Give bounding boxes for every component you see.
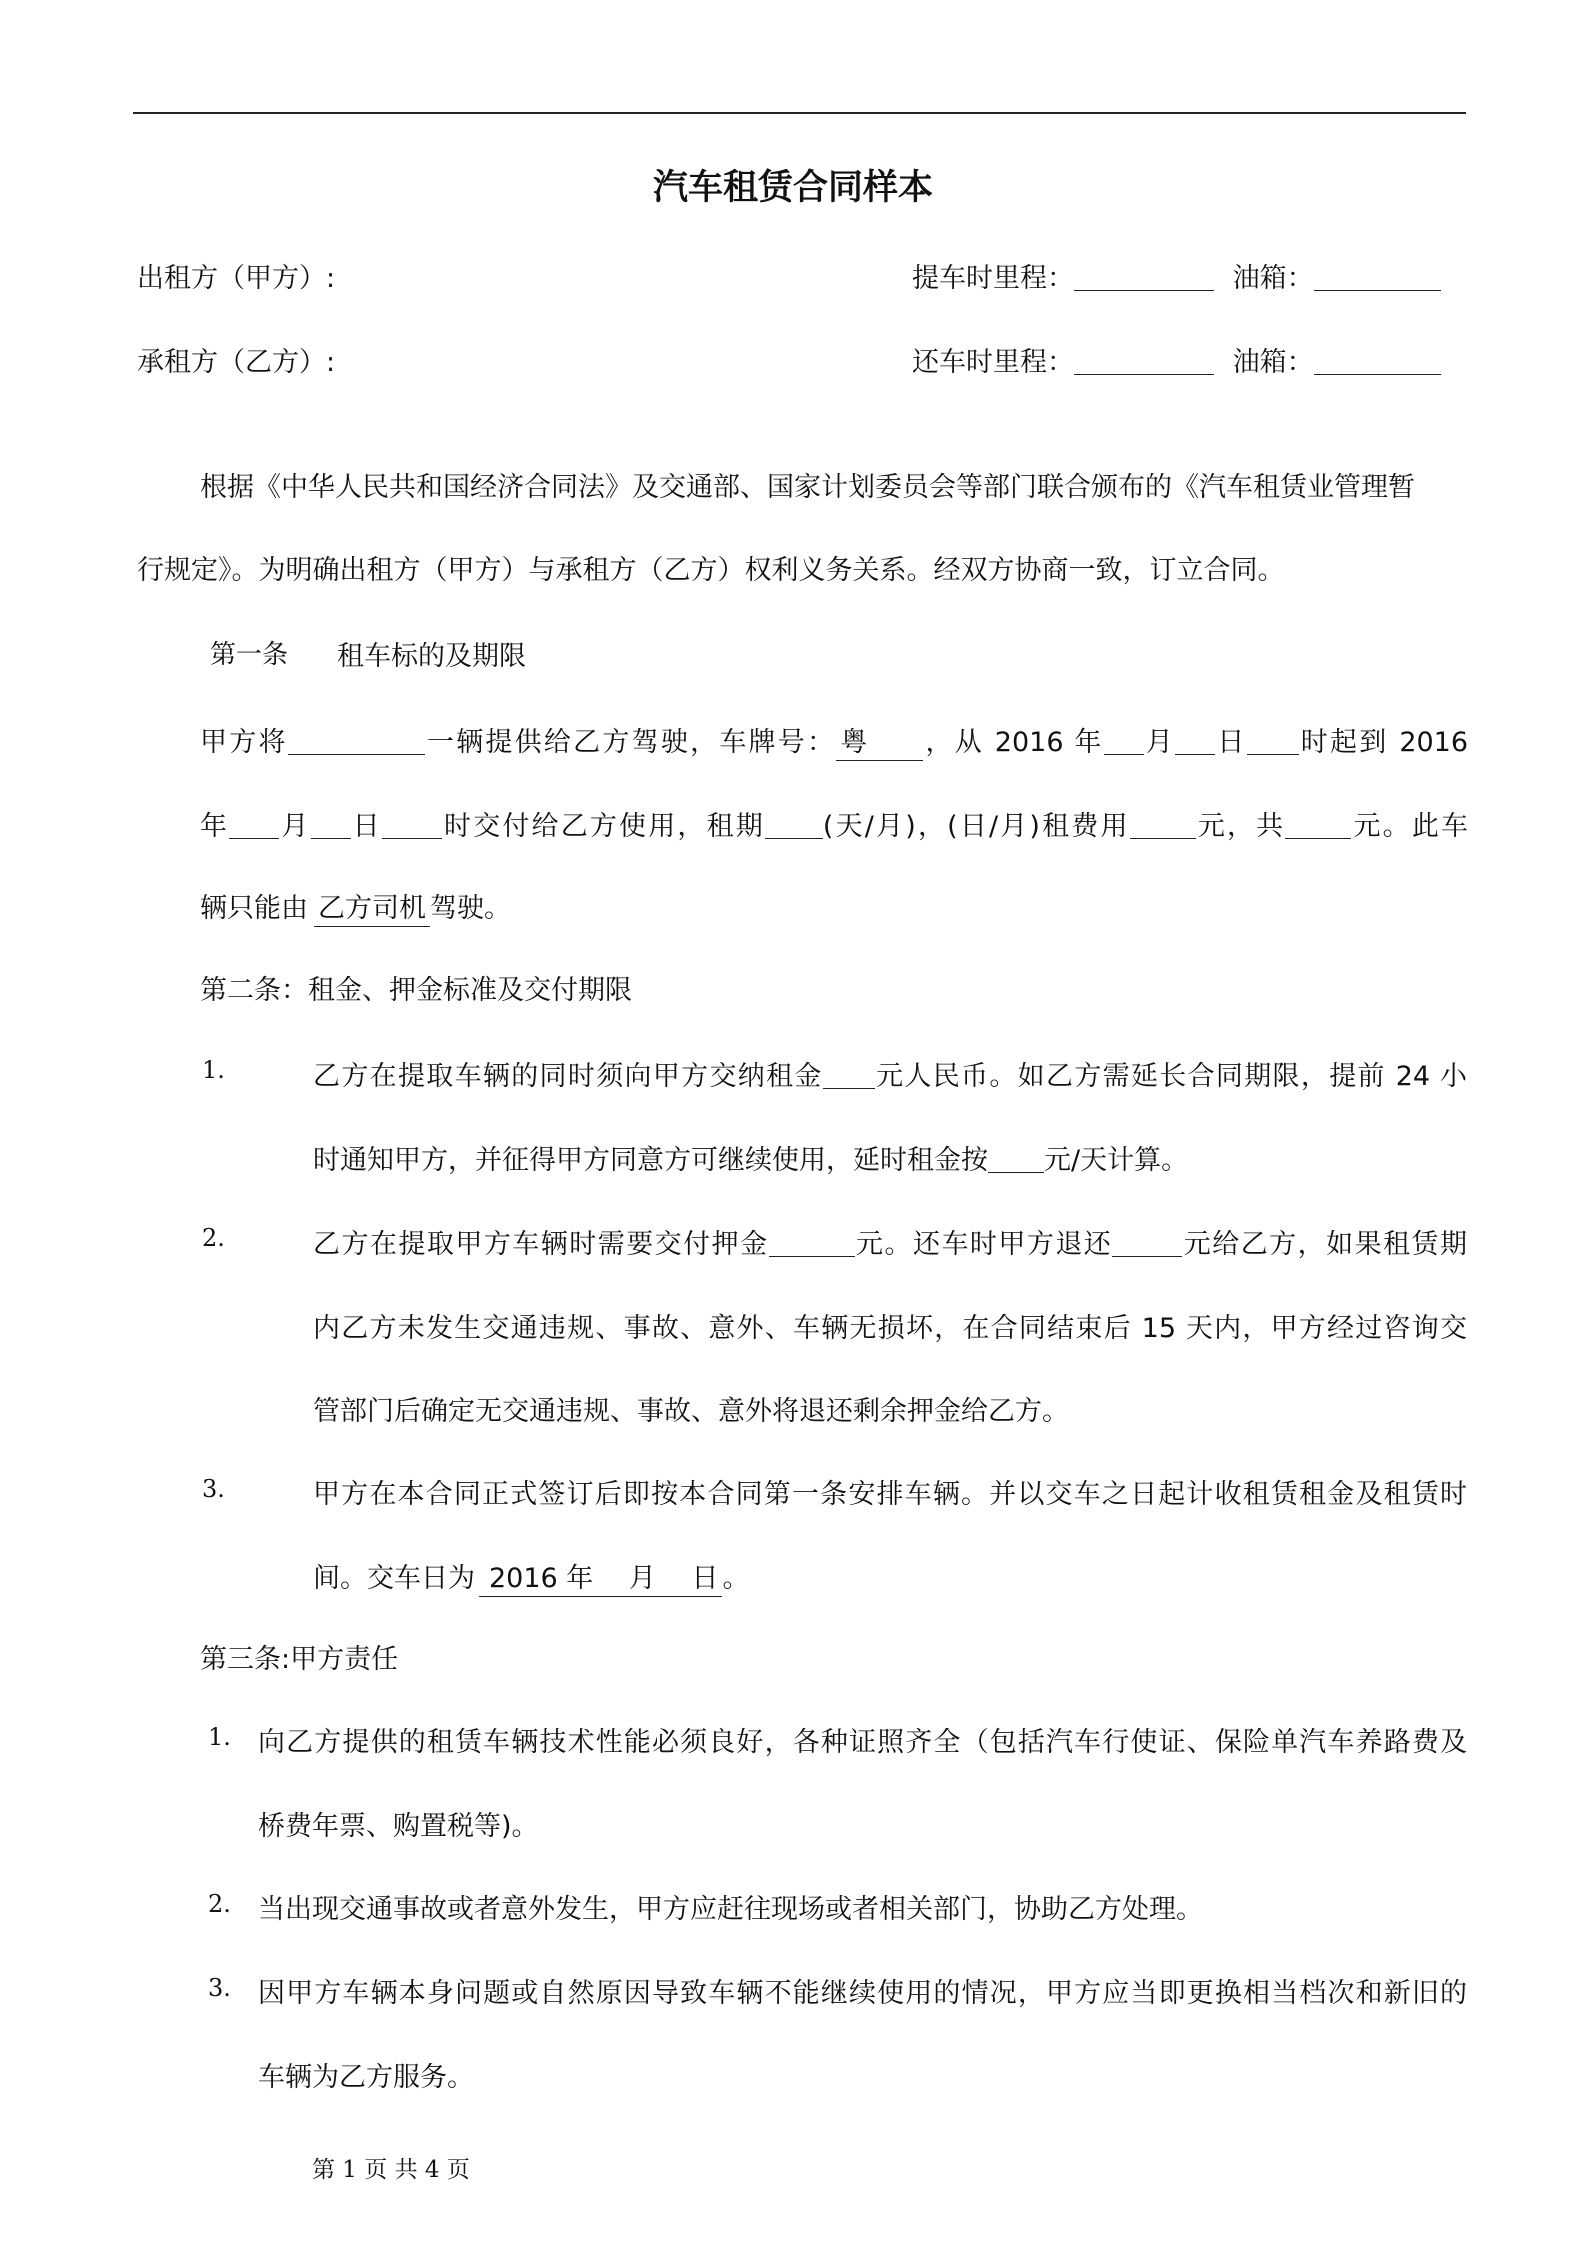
rental-fee-blank[interactable]	[1130, 810, 1196, 839]
lessor-label: 出租方（甲方）:	[137, 263, 336, 294]
article-2-item-1-line-1: 乙方在提取车辆的同时须向甲方交纳租金 元人民币。如乙方需延长合同期限，提前 24 小	[313, 1061, 1468, 1092]
article-3-heading: 第三条:甲方责任	[200, 1644, 399, 1675]
document-title: 汽车租赁合同样本	[652, 168, 933, 208]
article-2-item-2-line-2: 内乙方未发生交通违规、事故、意外、车辆无损坏，在合同结束后 15 天内，甲方经过咨询交	[313, 1313, 1467, 1344]
article-2-item-3-line-2: 间。交车日为 2016 年 月 日 。	[313, 1556, 749, 1597]
pickup-fuel-label: 油箱：	[1232, 263, 1314, 294]
article-2-item-2-line-1: 乙方在提取甲方车辆时需要交付押金 元。还车时甲方退还 元给乙方，如果租赁期	[313, 1229, 1468, 1260]
return-fuel-blank[interactable]	[1314, 346, 1441, 375]
article-3-item-1-line-1: 向乙方提供的租赁车辆技术性能必须良好，各种证照齐全（包括汽车行使证、保险单汽车养路费及	[258, 1727, 1467, 1758]
total-fee-blank[interactable]	[1285, 810, 1351, 839]
article-1-line-1: 甲方将 一辆提供给乙方驾驶，车牌号： 粤 ，从 2016 年 月 日 时起到 2016	[200, 720, 1468, 761]
refund-blank[interactable]	[1112, 1228, 1182, 1257]
start-hour-blank[interactable]	[1247, 726, 1299, 755]
plate-number-field[interactable]: 粤	[836, 726, 923, 761]
header-rule	[133, 112, 1466, 114]
vehicle-blank[interactable]	[288, 726, 425, 755]
article-1-number: 第一条	[210, 640, 289, 670]
article-2-item-3-number: 3.	[202, 1475, 225, 1503]
article-2-item-2-number: 2.	[202, 1224, 225, 1252]
rent-amount-blank[interactable]	[823, 1060, 875, 1089]
article-3-item-2-line-1: 当出现交通事故或者意外发生，甲方应赶往现场或者相关部门，协助乙方处理。	[258, 1894, 1203, 1925]
return-mileage-blank[interactable]	[1074, 346, 1214, 375]
article-3-item-1-number: 1.	[208, 1723, 231, 1751]
driver-field[interactable]: 乙方司机	[314, 892, 430, 927]
end-day-blank[interactable]	[311, 810, 351, 839]
overtime-rent-blank[interactable]	[988, 1144, 1044, 1173]
rental-term-blank[interactable]	[765, 810, 823, 839]
preamble-line-1: 根据《中华人民共和国经济合同法》及交通部、国家计划委员会等部门联合颁布的《汽车租赁业管理暂	[200, 472, 1415, 503]
article-3-item-3-line-2: 车辆为乙方服务。	[258, 2062, 474, 2093]
article-3-item-1-line-2: 桥费年票、购置税等)。	[258, 1811, 539, 1842]
article-2-item-1-number: 1.	[202, 1056, 225, 1084]
start-month-blank[interactable]	[1104, 726, 1144, 755]
pickup-mileage-blank[interactable]	[1074, 262, 1214, 291]
deposit-blank[interactable]	[769, 1228, 855, 1257]
return-mileage-label: 还车时里程：	[912, 347, 1074, 378]
start-day-blank[interactable]	[1175, 726, 1215, 755]
article-2-item-2-line-3: 管部门后确定无交通违规、事故、意外将退还剩余押金给乙方。	[313, 1396, 1069, 1427]
handover-date-field[interactable]: 2016 年 月 日	[479, 1562, 722, 1597]
page-footer: 第 1 页 共 4 页	[312, 2157, 470, 2183]
article-2-item-3-line-1: 甲方在本合同正式签订后即按本合同第一条安排车辆。并以交车之日起计收租赁租金及租赁时	[313, 1479, 1467, 1510]
pickup-mileage-row	[912, 256, 1441, 295]
preamble-line-2: 行规定》。为明确出租方（甲方）与承租方（乙方）权利义务关系。经双方协商一致，订立合同。	[137, 555, 1285, 586]
article-1-title: 租车标的及期限	[337, 641, 526, 672]
article-2-heading: 第二条：租金、押金标准及交付期限	[200, 975, 632, 1006]
pickup-mileage-label: 提车时里程：	[912, 263, 1074, 294]
return-mileage-row	[912, 340, 1441, 379]
article-1-line-3: 辆只能由 乙方司机 驾驶。	[200, 886, 511, 927]
lessee-label: 承租方（乙方）:	[137, 347, 336, 378]
return-fuel-label: 油箱：	[1232, 347, 1314, 378]
article-3-item-3-line-1: 因甲方车辆本身问题或自然原因导致车辆不能继续使用的情况，甲方应当即更换相当档次和新旧的	[258, 1978, 1467, 2009]
end-hour-blank[interactable]	[382, 810, 442, 839]
article-2-item-1-line-2: 时通知甲方，并征得甲方同意方可继续使用，延时租金按 元/天计算。	[313, 1145, 1189, 1176]
article-3-item-3-number: 3.	[208, 1974, 231, 2002]
article-1-line-2: 年 月 日 时交付给乙方使用，租期 (天/月)，(日/月)租费用 元，共 元。此车	[200, 811, 1469, 842]
article-3-item-2-number: 2.	[208, 1890, 231, 1918]
end-month-blank[interactable]	[229, 810, 279, 839]
pickup-fuel-blank[interactable]	[1314, 262, 1441, 291]
